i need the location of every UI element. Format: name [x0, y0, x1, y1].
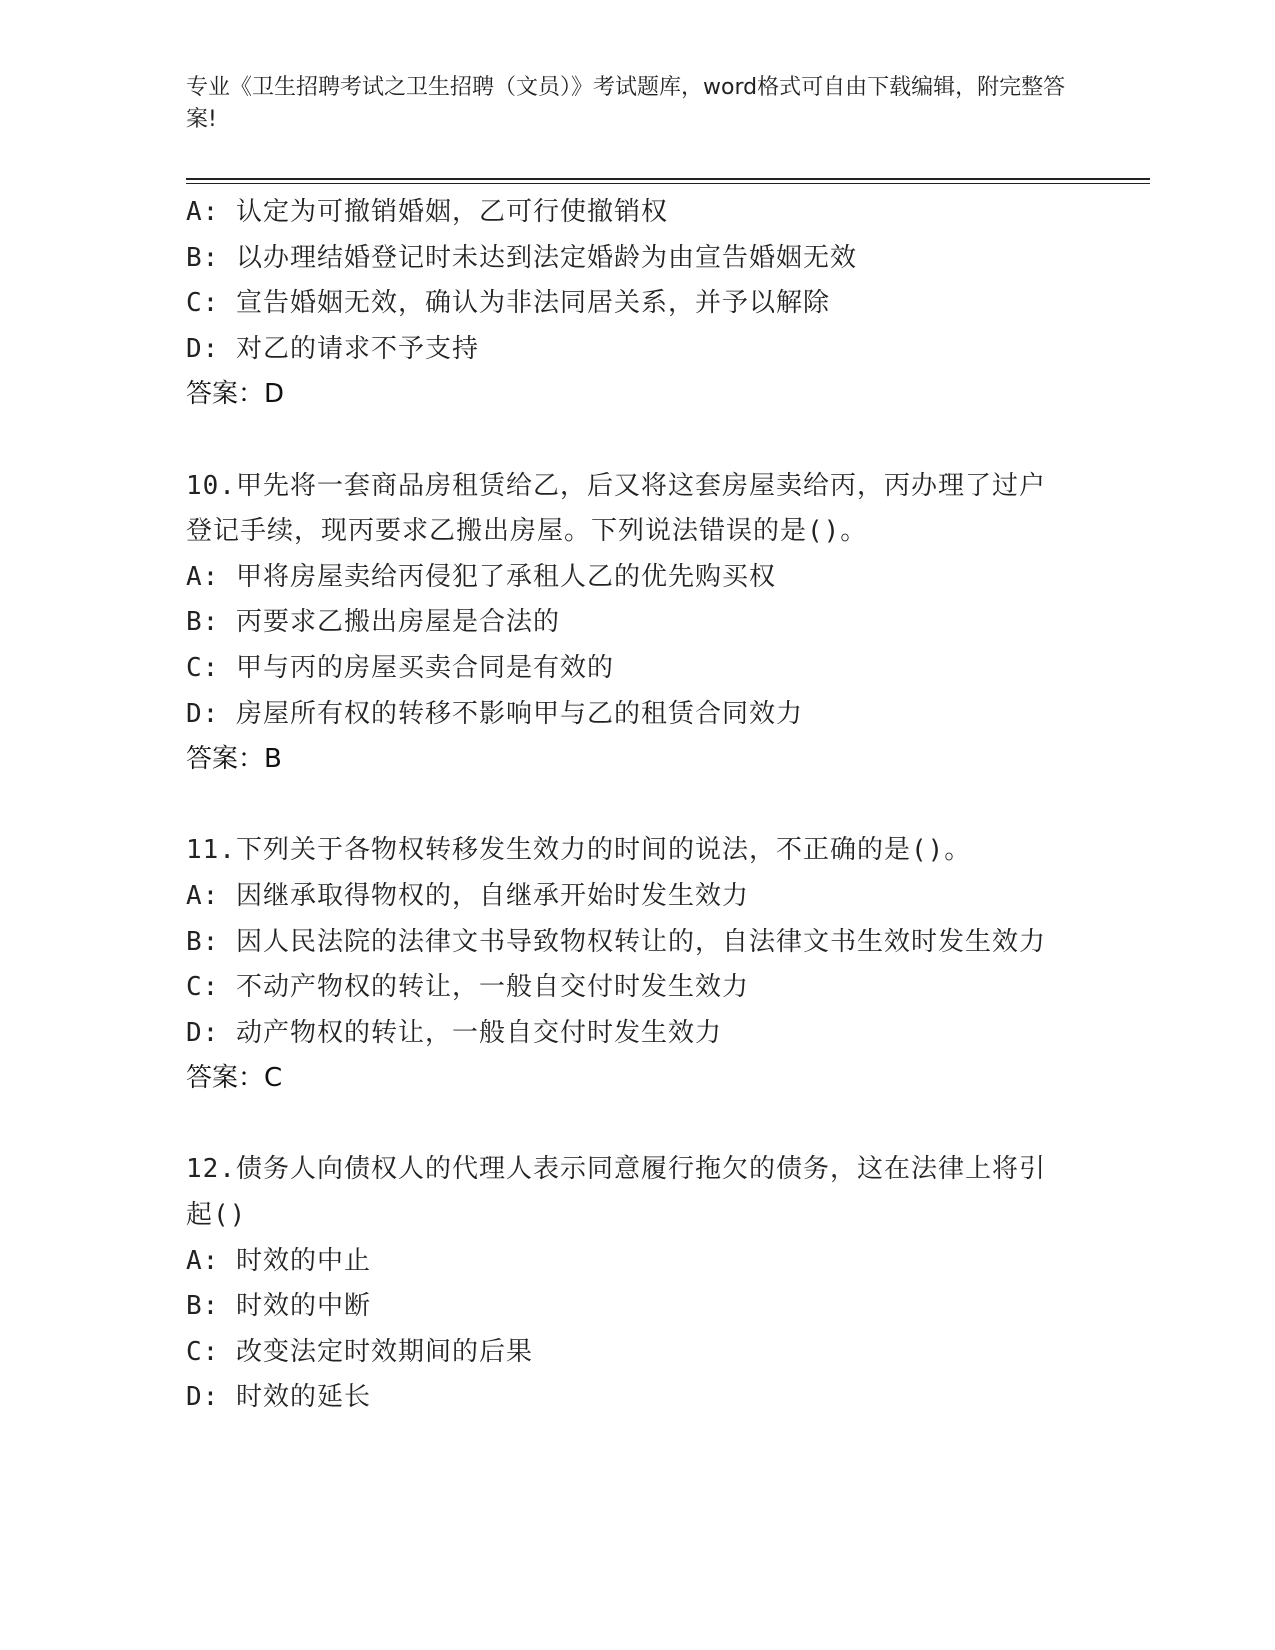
option-c: C: 甲与丙的房屋买卖合同是有效的 [186, 652, 614, 683]
document-header: 专业《卫生招聘考试之卫生招聘（文员）》考试题库，word格式可自由下载编辑，附完整答案! [186, 75, 1066, 132]
header-divider [186, 178, 1150, 180]
spacer [186, 783, 1086, 829]
header-divider-thin [186, 183, 1150, 184]
answer-line: 答案：C [186, 1063, 283, 1094]
question-list [186, 190, 1086, 1421]
option-d: D: 对乙的请求不予支持 [186, 333, 479, 364]
option-c: C: 不动产物权的转让，一般自交付时发生效力 [186, 972, 749, 1003]
answer-line: 答案：D [186, 379, 285, 410]
option-c: C: 宣告婚姻无效，确认为非法同居关系，并予以解除 [186, 288, 830, 319]
option-b: B: 丙要求乙搬出房屋是合法的 [186, 607, 560, 638]
option-b: B: 因人民法院的法律文书导致物权转让的，自法律文书生效时发生效力 [186, 926, 1046, 957]
question-12 [186, 1147, 1086, 1421]
option-d: D: 动产物权的转让，一般自交付时发生效力 [186, 1017, 722, 1048]
option-a: A: 认定为可撤销婚姻，乙可行使撤销权 [186, 197, 668, 227]
option-d: D: 房屋所有权的转移不影响甲与乙的租赁合同效力 [186, 698, 803, 729]
question-10 [186, 464, 1086, 783]
question-9 [186, 190, 1086, 418]
question-stem: 12.债务人向债权人的代理人表示同意履行拖欠的债务，这在法律上将引起() [186, 1154, 1046, 1231]
spacer [186, 418, 1086, 464]
option-a: A: 时效的中止 [186, 1245, 371, 1276]
question-11 [186, 828, 1086, 1102]
option-b: B: 以办理结婚登记时未达到法定婚龄为由宣告婚姻无效 [186, 242, 857, 273]
question-stem: 11.下列关于各物权转移发生效力的时间的说法，不正确的是()。 [186, 835, 972, 866]
option-d: D: 时效的延长 [186, 1382, 371, 1413]
option-b: B: 时效的中断 [186, 1291, 371, 1322]
answer-line: 答案：B [186, 744, 282, 775]
option-a: A: 因继承取得物权的，自继承开始时发生效力 [186, 880, 749, 911]
question-stem: 10.甲先将一套商品房租赁给乙，后又将这套房屋卖给丙，丙办理了过户登记手续，现丙要求乙搬出房屋。下列说法错误的是()。 [186, 470, 1046, 547]
spacer [186, 1102, 1086, 1148]
option-c: C: 改变法定时效期间的后果 [186, 1336, 533, 1367]
option-a: A: 甲将房屋卖给丙侵犯了承租人乙的优先购买权 [186, 561, 776, 592]
